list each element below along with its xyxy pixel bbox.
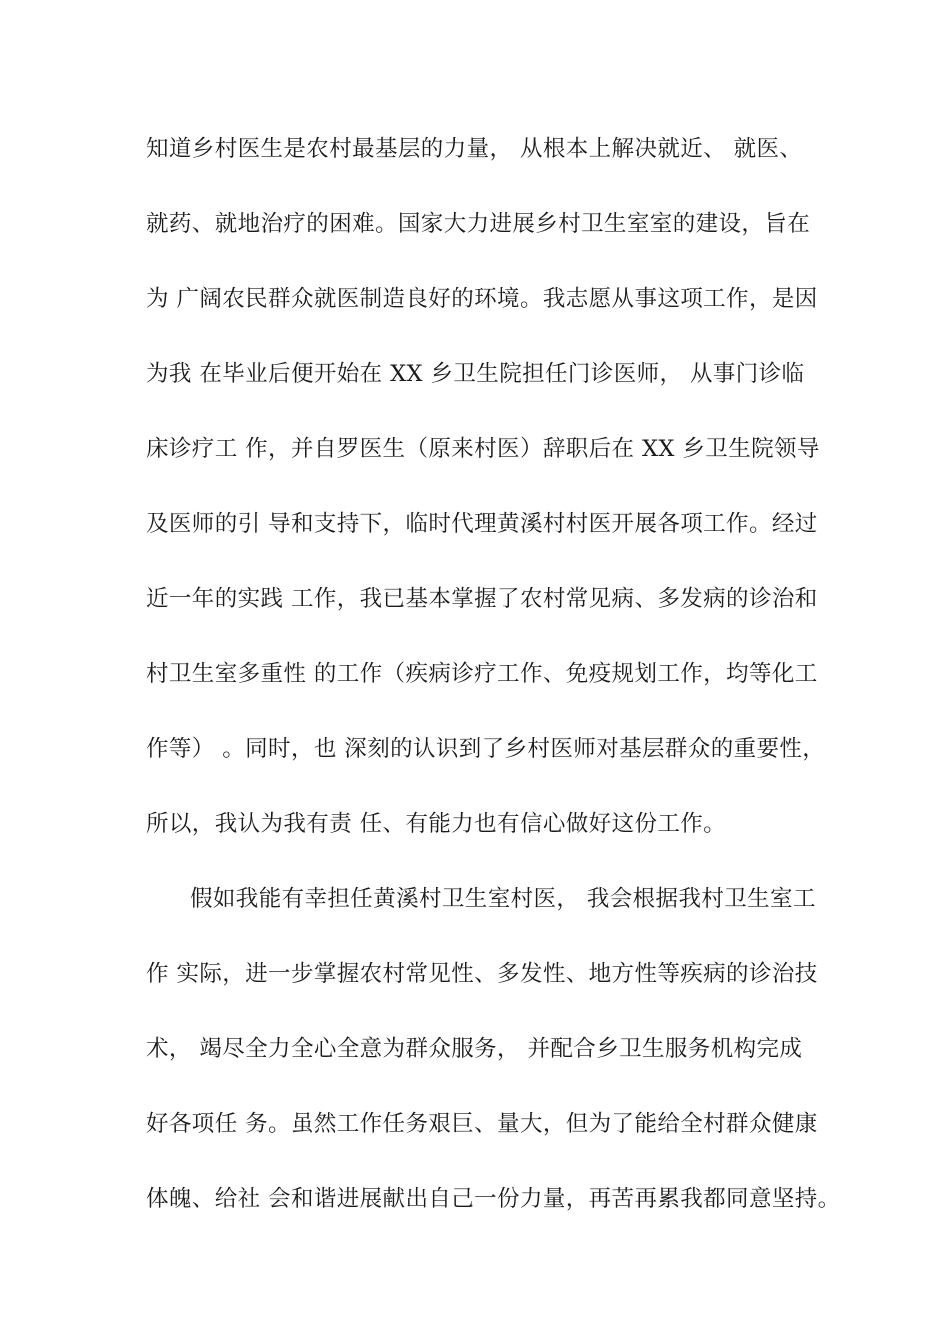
text-line: 术， 竭尽全力全心全意为群众服务， 并配合乡卫生服务机构完成 — [146, 1036, 803, 1062]
text-line: 体魄、给社 会和谐进展献出自己一份力量，再苦再累我都同意坚持。 — [146, 1186, 841, 1212]
text-line: 所以，我认为我有责 任、有能力也有信心做好这份工作。 — [146, 811, 727, 837]
paragraph-first-line: 假如我能有幸担任黄溪村卫生室村医， 我会根据我村卫生室工 — [190, 886, 816, 912]
text-line: 及医师的引 导和支持下，临时代理黄溪村村医开展各项工作。经过 — [146, 511, 818, 537]
text-line: 知道乡村医生是农村最基层的力量， 从根本上解决就近、 就医、 — [146, 136, 803, 162]
text-line: 村卫生室多重性 的工作（疾病诊疗工作、免疫规划工作，均等化工 — [146, 661, 818, 687]
text-line: 就药、就地治疗的困难。国家大力进展乡村卫生室室的建设，旨在 — [146, 211, 811, 237]
text-line: 为我 在毕业后便开始在 XX 乡卫生院担任门诊医师， 从事门诊临 — [146, 361, 805, 387]
text-line: 床诊疗工 作，并自罗医生（原来村医）辞职后在 XX 乡卫生院领导 — [146, 436, 820, 462]
text-line: 近一年的实践 工作，我已基本掌握了农村常见病、多发病的诊治和 — [146, 586, 818, 612]
text-line: 为 广阔农民群众就医制造良好的环境。我志愿从事这项工作，是因 — [146, 286, 818, 312]
text-line: 好各项任 务。虽然工作任务艰巨、量大，但为了能给全村群众健康 — [146, 1111, 818, 1137]
text-line: 作等） 。同时，也 深刻的认识到了乡村医师对基层群众的重要性， — [146, 736, 826, 762]
text-line: 作 实际，进一步掌握农村常见性、多发性、地方性等疾病的诊治技 — [146, 961, 818, 987]
